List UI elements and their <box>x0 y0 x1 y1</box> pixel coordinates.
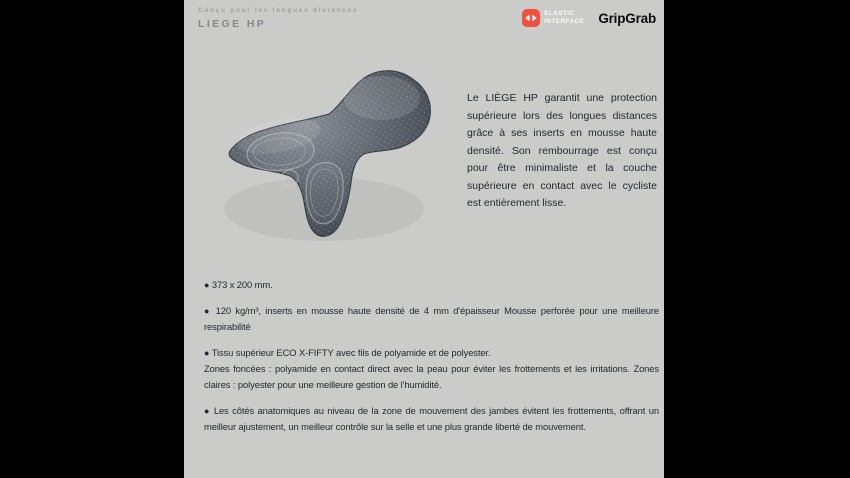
spec-item-anatomic-sides <box>204 403 659 435</box>
elastic-logo-word-1: ELASTIC <box>544 10 575 18</box>
spec-text-foam: 120 kg/m³, inserts en mousse haute densité de 4 mm d'épaisseur Mousse perforée pour une meilleure respirabilité <box>204 305 659 332</box>
bullet-icon: ● <box>204 348 210 358</box>
bullet-icon: ● <box>204 306 212 316</box>
spec-list <box>204 277 659 445</box>
spec-text-fabric-detail: Zones foncées : polyamide en contact direct avec la peau pour éviter les frottements et les irritations. Zones claires : polyester pour une meilleure gestion de l'humidité. <box>204 363 659 390</box>
bullet-icon: ● <box>204 280 210 290</box>
spec-item-dimensions <box>204 277 659 293</box>
bullet-icon: ● <box>204 406 211 416</box>
product-sheet <box>184 0 664 478</box>
elastic-interface-logo-text <box>544 10 584 25</box>
product-image <box>194 54 454 254</box>
gripgrab-logo: GripGrab <box>598 10 656 26</box>
elastic-interface-logo <box>522 9 584 27</box>
spec-item-foam <box>204 303 659 335</box>
spec-text-anatomic-sides: Les côtés anatomiques au niveau de la zone de mouvement des jambes évitent les frottements, offrant un meilleur ajustement, un meilleur contrôle sur la selle et une plus grande liberté de mouvement. <box>204 405 659 432</box>
spec-text-dimensions: 373 x 200 mm. <box>211 279 273 290</box>
product-tagline: Conçu pour les longues distances <box>198 7 359 14</box>
spec-item-fabric <box>204 345 659 393</box>
spec-text-fabric: Tissu supérieur ECO X-FIFTY avec fils de polyamide et de polyester. <box>211 347 491 358</box>
elastic-logo-word-2: INTERFACE <box>544 18 585 25</box>
brand-logos <box>522 9 656 27</box>
elastic-interface-logo-icon <box>522 9 540 27</box>
chamois-pad-illustration <box>194 54 454 254</box>
product-description: Le LIÈGE HP garantit une protection supérieure lors des longues distances grâce à ses inserts en mousse haute densité. Son rembourrage est conçu pour être minimaliste et la couche supérieure en contact avec le cycliste est entièrement lisse. <box>467 92 657 209</box>
product-title: LIEGE HP <box>198 18 267 30</box>
